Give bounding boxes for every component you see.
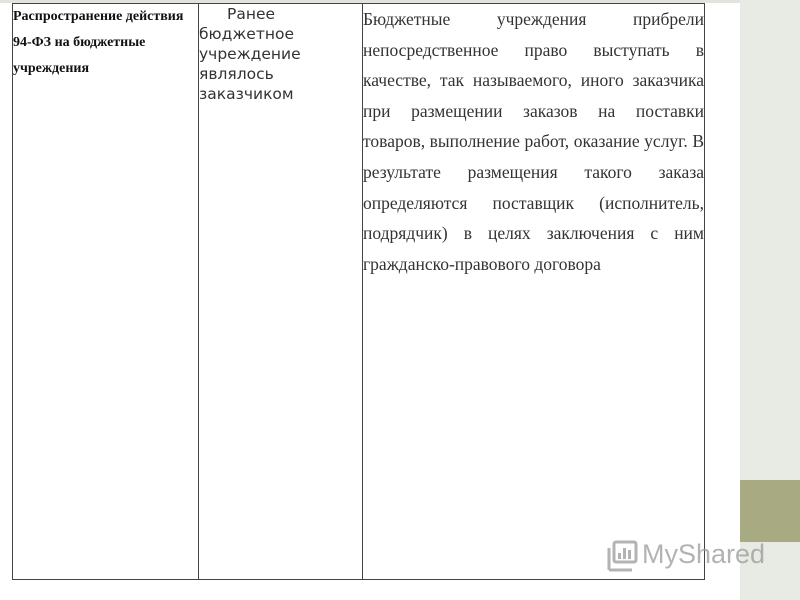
myshared-logo-icon [606,536,640,572]
table-cell-now: Бюджетные учреждения прибрели непосредственное право выступать в качестве, так называемого, иного заказчика при размещении заказов на поставки товаров, выполнение работ, оказание услуг. В результате размещения такого заказа определяются поставщик (исполнитель, подрядчик) в целях заключения с ним гражданско-правового договора [363,4,705,580]
table-cell-before: Ранее бюджетное учреждение являлось заказчиком [199,4,363,580]
watermark [606,534,765,574]
strip-accent-segment [740,480,800,542]
table-row [13,4,705,580]
right-decorative-strip [740,0,800,600]
watermark-text: MyShared [642,538,766,569]
comparison-table [12,3,705,580]
strip-top-segment [740,0,800,480]
table-cell-scope: Распространение действия 94-ФЗ на бюджетные учреждения [13,4,199,580]
